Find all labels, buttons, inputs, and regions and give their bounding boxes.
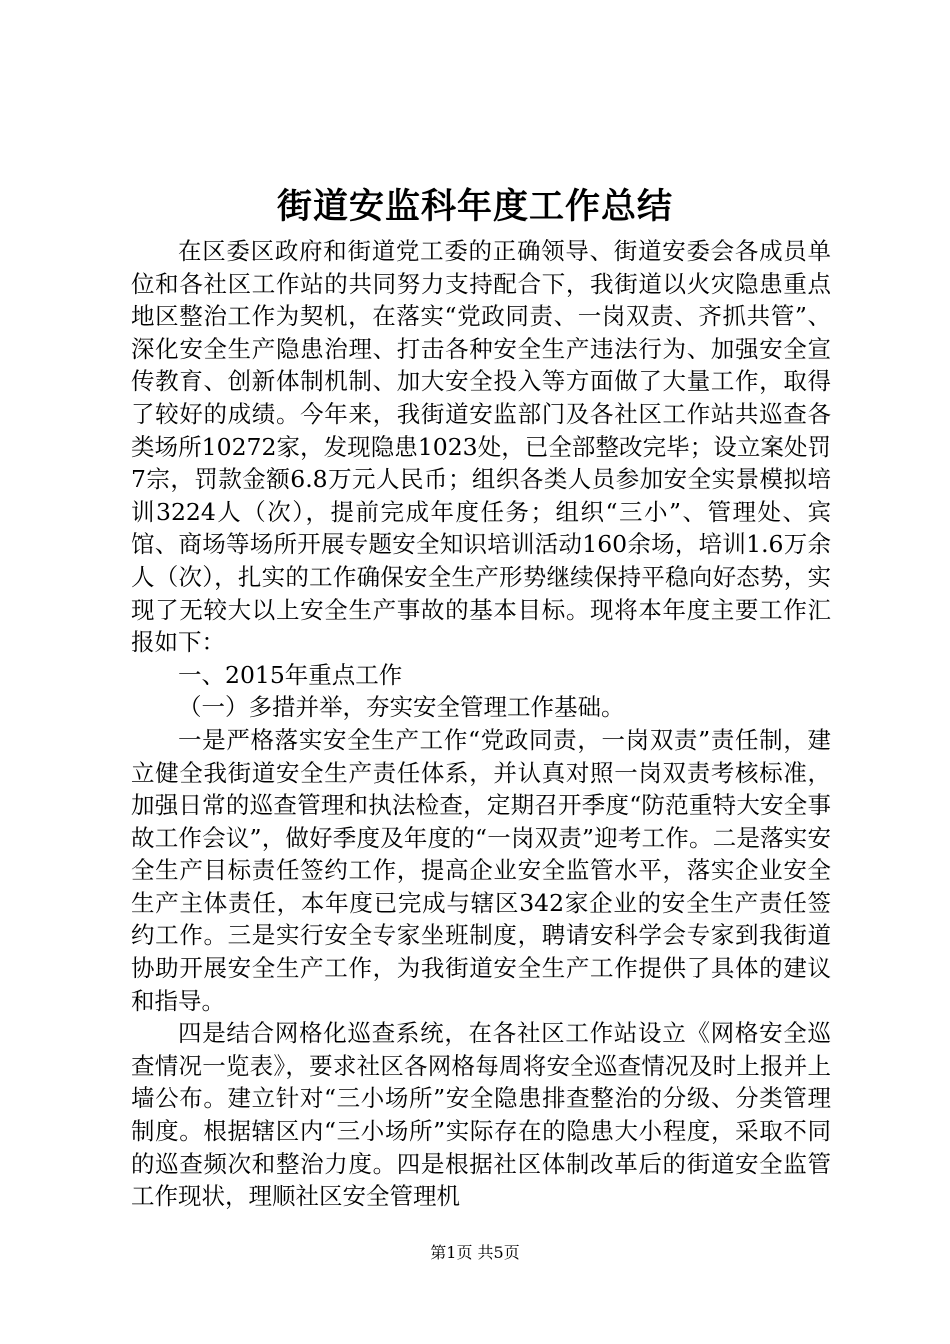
section-heading: 一、2015年重点工作 — [178, 660, 403, 689]
paragraph-intro: 在区委区政府和街道党工委的正确领导、街道安委会各成员单位和各社区工作站的共同努力支持配合下，我街道以火灾隐患重点地区整治工作为契机，在落实“党政同责、一岗双责、齐抓共管”、深化安全生产隐患治理、打击各种安全生产违法行为、加强安全宣传教育、创新体制机制、加大安全投入等方面做了大量工作，取得了较好的成绩。今年来，我街道安监部门及各社区工作站共巡查各类场所10272家，发现隐患1023处，已全部整改完毕；设立案处罚7宗，罚款金额6.8万元人民币；组织各类人员参加安全实景模拟培训3224人（次），提前完成年度任务；组织“三小”、管理处、宾馆、商场等场所开展专题安全知识培训活动160余场，培训1.6万余人（次），扎实的工作确保安全生产形势继续保持平稳向好态势，实现了无较大以上安全生产事故的基本目标。现将本年度主要工作汇报如下： — [131, 237, 831, 657]
subsection-heading: （一）多措并举，夯实安全管理工作基础。 — [178, 693, 625, 722]
paragraph-responsibility: 一是严格落实安全生产工作“党政同责，一岗双责”责任制，建立健全我街道安全生产责任体系，并认真对照一岗双责考核标准，加强日常的巡查管理和执法检查，定期召开季度“防范重特大安全事故工作会议”，做好季度及年度的“一岗双责”迎考工作。二是落实安全生产目标责任签约工作，提高企业安全监管水平，落实企业安全生产主体责任，本年度已完成与辖区342家企业的安全生产责任签约工作。三是实行安全专家坐班制度，聘请安科学会专家到我街道协助开展安全生产工作，为我街道安全生产工作提供了具体的建议和指导。 — [131, 725, 831, 1015]
page-footer: 第1页 共5页 — [430, 1243, 520, 1262]
document-body — [131, 235, 831, 1213]
document-title: 街道安监科年度工作总结 — [276, 186, 673, 227]
paragraph-grid-inspection: 四是结合网格化巡查系统，在各社区工作站设立《网格安全巡查情况一览表》，要求社区各网格每周将安全巡查情况及时上报并上墙公布。建立针对“三小场所”安全隐患排查整治的分级、分类管理制度。根据辖区内“三小场所”实际存在的隐患大小程度，采取不同的巡查频次和整治力度。四是根据社区体制改革后的街道安全监管工作现状，理顺社区安全管理机 — [131, 1019, 831, 1211]
